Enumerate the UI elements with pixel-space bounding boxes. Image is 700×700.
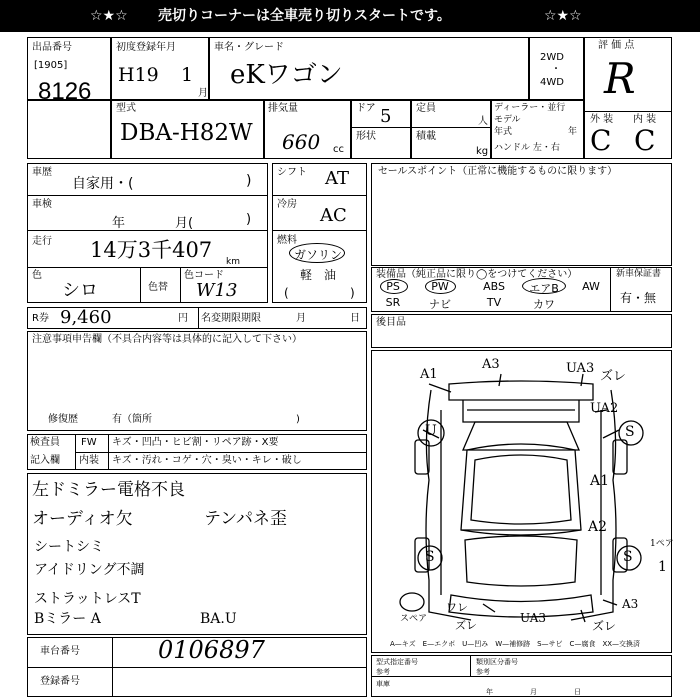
exterior-defects: キズ・凹凸・ヒビ割・リペア跡・X要	[112, 437, 279, 448]
note-7: Bミラー A	[34, 611, 101, 627]
notice-label: 注意事項申告欄（不具合内容等は具体的に記入して下さい）	[32, 334, 302, 345]
damage-legend: A—キズ E—エクボ U—凹み W—補修跡 S—サビ C—腐食 XX—交換済	[390, 640, 641, 648]
doors-value: 5	[380, 106, 392, 127]
note-8: BA.U	[200, 611, 237, 627]
equip-tv: TV	[486, 296, 502, 309]
registration-year: H19	[118, 64, 159, 86]
lot-code: [1905]	[34, 60, 68, 71]
mark-s-right-rear: S	[623, 549, 633, 565]
other-items-box	[371, 314, 672, 348]
inspection-label: 車検	[32, 199, 52, 210]
score-value: R	[604, 54, 636, 103]
warranty-value: 有・無	[620, 291, 657, 305]
score-label: 評 価 点	[598, 40, 635, 51]
equip-navi: ナビ	[429, 298, 451, 311]
sales-points-label: セールスポイント（正常に機能するものに限ります）	[378, 166, 618, 177]
mileage-value: 14万3千407	[90, 238, 213, 262]
mark-pair: 1ペア	[650, 539, 674, 549]
usage-label: 車歴	[32, 167, 52, 178]
interior-score: C	[634, 124, 656, 157]
capacity-label: 定員	[416, 103, 436, 114]
note-6: ストラットレスT	[34, 591, 141, 607]
displacement-label: 排気量	[268, 103, 298, 114]
interior-label: 内 装	[633, 114, 657, 125]
color-value: シロ	[62, 280, 98, 301]
steering-label: ハンドル 左・右	[494, 143, 560, 153]
mark-zure-rear: ズレ	[592, 619, 617, 633]
chassis-number: 0106897	[158, 636, 265, 664]
load-label: 積載	[416, 131, 436, 142]
mark-ware: ワレ	[446, 601, 468, 614]
chassis-label: 車台番号	[40, 646, 80, 657]
banner-stars-right: ☆★☆	[544, 8, 582, 24]
note-2: オーディオ欠	[32, 509, 133, 529]
displacement-value: 660	[282, 130, 321, 154]
interior-defects: キズ・汚れ・コゲ・穴・臭い・キレ・破し	[112, 455, 302, 466]
repair-label: 修復歴	[48, 414, 78, 425]
equip-aw: AW	[582, 280, 600, 293]
spare-label: スペア	[400, 614, 428, 624]
registration-label: 初度登録年月	[116, 42, 176, 53]
mileage-label: 走行	[32, 236, 52, 247]
note-1: 左ドミラー電格不良	[32, 480, 185, 500]
recycle-value: 9,460	[60, 307, 112, 328]
header-banner	[0, 0, 700, 32]
mark-a2-side: A2	[588, 519, 608, 535]
banner-title: 売切りコーナーは全車売り切りスタートです。	[158, 8, 451, 24]
mark-zure-left: ズレ	[455, 619, 477, 632]
aircon-value: AC	[320, 205, 347, 226]
type-label: 型式	[116, 103, 136, 114]
doors-label: ドア	[356, 103, 376, 114]
mark-u-left: U	[425, 423, 437, 439]
equip-sr: SR	[385, 296, 401, 309]
dealer-label: ディーラー・並行	[494, 103, 566, 113]
exterior-label: 外 装	[590, 114, 614, 125]
equip-ps: PS	[386, 280, 400, 293]
warranty-label: 新車保証書	[616, 269, 662, 279]
registration-month: 1	[181, 64, 194, 86]
banner-stars-left: ☆★☆	[90, 8, 128, 24]
mark-a1-side: A1	[590, 473, 610, 489]
note-5: アイドリング不調	[34, 562, 145, 578]
usage-value: 自家用・(	[72, 176, 134, 192]
drive-2wd: 2WD	[540, 52, 564, 63]
note-4: シートシミ	[34, 539, 104, 555]
equip-pw: PW	[431, 280, 449, 293]
mark-ua2: UA2	[590, 401, 619, 416]
mark-ua3-top: UA3	[566, 361, 595, 376]
equip-abs: ABS	[483, 280, 505, 293]
shift-label: シフト	[277, 167, 307, 178]
color-label: 色	[32, 270, 42, 281]
lot-label: 出品番号	[32, 42, 72, 53]
checker-label: 検査員	[30, 437, 60, 448]
equip-airbag: エアB	[529, 282, 559, 295]
type-value: DBA-H82W	[120, 120, 253, 146]
fuel-label: 燃料	[277, 235, 297, 246]
equipment-label: 装備品（純正品に限り◯をつけてください）	[376, 269, 578, 280]
shape-label: 形状	[356, 131, 376, 142]
aircon-label: 冷房	[277, 199, 297, 210]
model-label: 車名・グレード	[214, 42, 284, 53]
mark-s-right-front: S	[625, 424, 635, 440]
mark-ua3-rear: UA3	[520, 611, 547, 625]
mark-a3-rear: A3	[622, 597, 639, 611]
exterior-score: C	[590, 124, 612, 157]
repair-value: 有（箇所	[112, 414, 152, 425]
mark-s-left-rear: S	[425, 549, 435, 565]
tax-period-label: 名変期限期限	[201, 313, 261, 324]
reg-number-label: 登録番号	[40, 676, 80, 687]
lot-number: 8126	[38, 78, 92, 105]
color-change-label: 色替	[148, 282, 168, 293]
mark-a3-top: A3	[482, 357, 500, 372]
notice-box	[27, 331, 367, 431]
model-value: eKワゴン	[230, 60, 343, 90]
recycle-label: R券	[32, 313, 49, 324]
color-code-label: 色コード	[184, 270, 224, 281]
mark-a1-top: A1	[420, 367, 438, 382]
equip-leather: カワ	[533, 298, 555, 311]
fuel-value: ガソリン	[294, 248, 343, 262]
other-items-label: 後目品	[376, 317, 406, 328]
mark-1: 1	[658, 559, 667, 575]
note-3: テンパネ歪	[204, 509, 287, 529]
drive-4wd: 4WD	[540, 77, 564, 88]
color-code: W13	[196, 280, 238, 301]
sales-points-box	[371, 163, 672, 266]
mark-zure-top: ズレ	[600, 369, 627, 384]
shift-value: AT	[325, 168, 350, 189]
